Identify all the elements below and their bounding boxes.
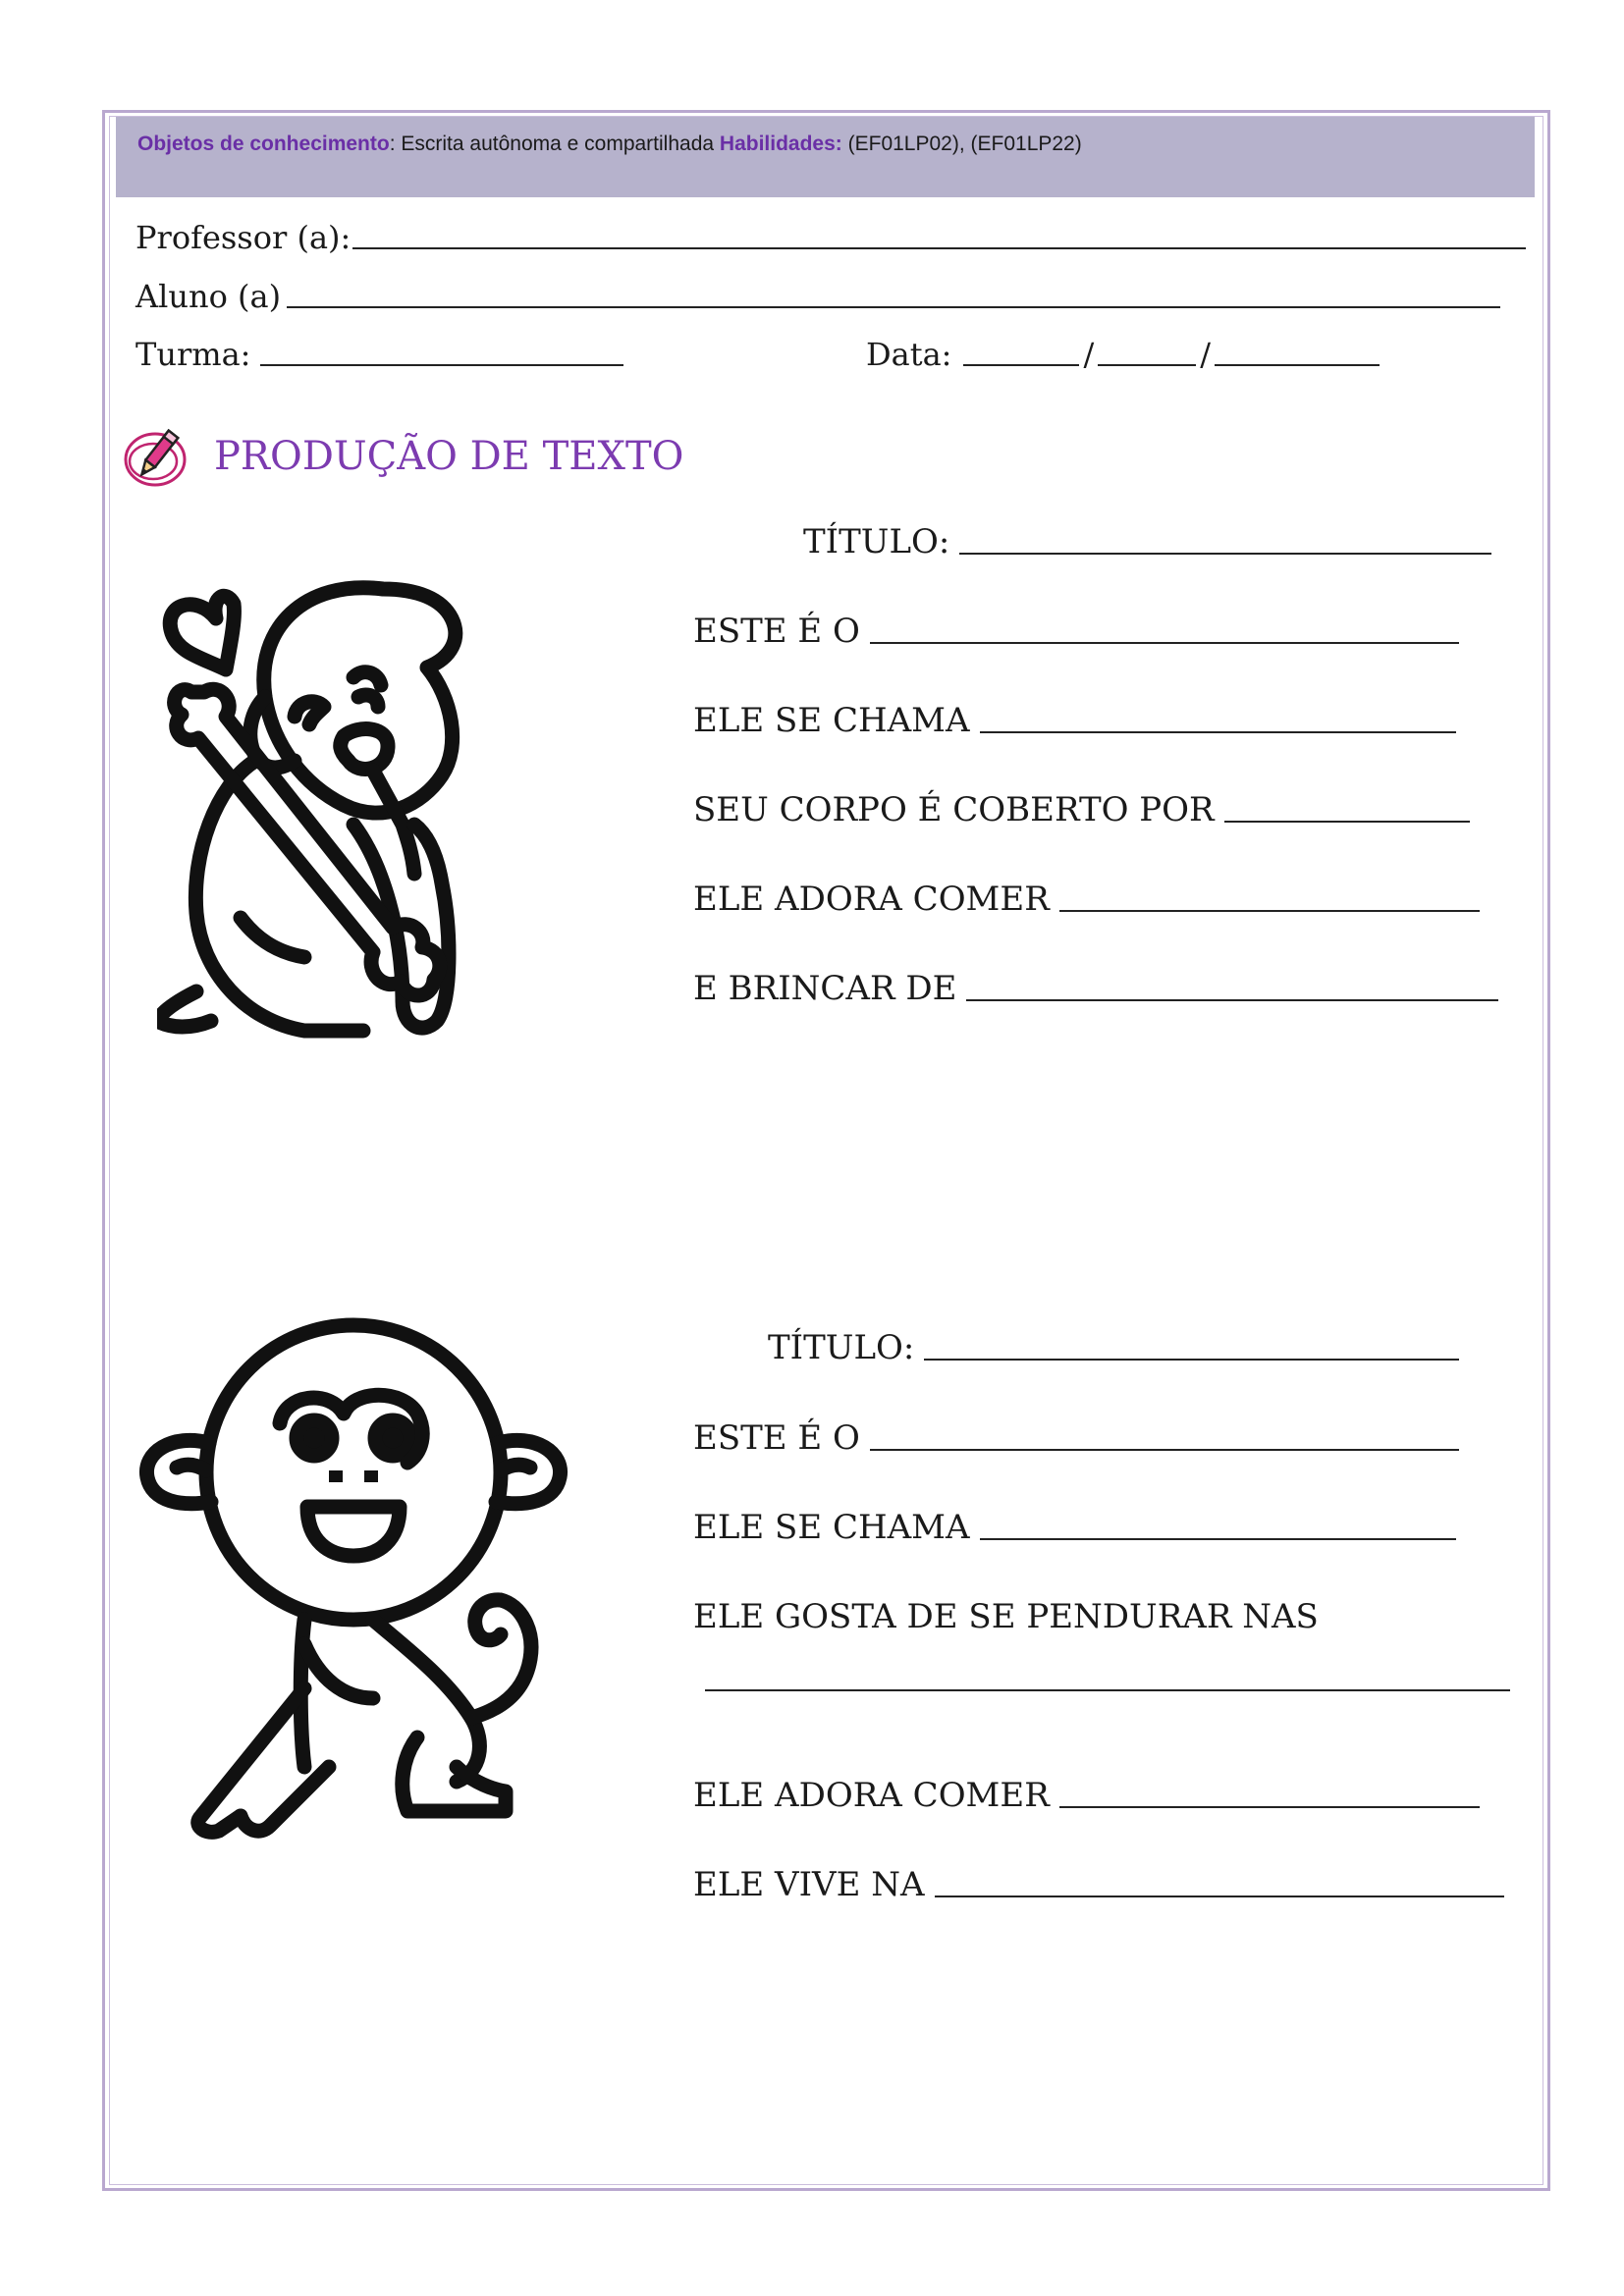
student-blank[interactable] xyxy=(287,306,1500,308)
class-blank[interactable] xyxy=(260,364,623,366)
monkey-line-2-blank[interactable] xyxy=(980,1538,1456,1540)
date-month-blank[interactable] xyxy=(1098,364,1196,366)
class-label: Turma: xyxy=(135,336,251,373)
dog-line-3-label: SEU CORPO É COBERTO POR xyxy=(693,790,1215,829)
dog-line-1-blank[interactable] xyxy=(870,642,1459,644)
monkey-line-2-label: ELE SE CHAMA xyxy=(693,1508,970,1547)
pencil-icon xyxy=(120,422,190,493)
monkey-line-1[interactable] xyxy=(693,1418,1459,1458)
date-year-blank[interactable] xyxy=(1215,364,1380,366)
student-field[interactable] xyxy=(135,278,1500,315)
dog-title-blank[interactable] xyxy=(959,553,1491,555)
monkey-title-label: TÍTULO: xyxy=(768,1328,915,1367)
monkey-line-3-label: ELE GOSTA DE SE PENDURAR NAS xyxy=(693,1597,1319,1636)
header-line xyxy=(137,133,1082,156)
date-day-blank[interactable] xyxy=(963,364,1079,366)
dog-line-4-blank[interactable] xyxy=(1059,910,1480,912)
dog-line-5[interactable] xyxy=(693,969,1498,1008)
monkey-line-3-continuation[interactable] xyxy=(705,1693,1510,1695)
monkey-line-4-blank[interactable] xyxy=(1059,1806,1480,1808)
dog-line-3-blank[interactable] xyxy=(1224,821,1470,823)
monkey-line-3 xyxy=(693,1597,1319,1636)
dog-line-4[interactable] xyxy=(693,880,1480,919)
date-sep-2: / xyxy=(1200,336,1212,373)
objects-value: : Escrita autônoma e compartilhada xyxy=(389,133,720,155)
class-field[interactable] xyxy=(135,336,623,373)
teacher-label: Professor (a): xyxy=(135,219,352,256)
monkey-line-3-blank[interactable] xyxy=(705,1689,1510,1691)
dog-line-5-label: E BRINCAR DE xyxy=(693,969,957,1008)
dog-line-4-label: ELE ADORA COMER xyxy=(693,880,1050,919)
monkey-line-5-label: ELE VIVE NA xyxy=(693,1865,925,1904)
teacher-blank[interactable] xyxy=(352,247,1526,249)
student-label: Aluno (a) xyxy=(135,278,282,315)
monkey-line-4[interactable] xyxy=(693,1776,1480,1815)
objects-label: Objetos de conhecimento xyxy=(137,133,390,155)
date-label: Data: xyxy=(866,336,952,373)
date-field[interactable] xyxy=(866,336,1380,373)
dog-with-bone-icon xyxy=(157,560,658,1055)
monkey-icon xyxy=(133,1306,663,1841)
monkey-line-5[interactable] xyxy=(693,1865,1504,1904)
dog-title-label: TÍTULO: xyxy=(803,522,950,561)
date-sep-1: / xyxy=(1083,336,1095,373)
monkey-line-5-blank[interactable] xyxy=(935,1896,1504,1897)
header-band xyxy=(116,117,1535,197)
monkey-line-1-label: ESTE É O xyxy=(693,1418,860,1458)
skills-label: Habilidades: xyxy=(719,133,842,155)
section-title: PRODUÇÃO DE TEXTO xyxy=(214,434,684,479)
monkey-title-field[interactable] xyxy=(768,1328,1459,1367)
dog-line-1[interactable] xyxy=(693,612,1459,651)
dog-line-2[interactable] xyxy=(693,701,1456,740)
dog-line-2-label: ELE SE CHAMA xyxy=(693,701,970,740)
monkey-line-1-blank[interactable] xyxy=(870,1449,1459,1451)
skills-value: (EF01LP02), (EF01LP22) xyxy=(841,133,1082,155)
dog-title-field[interactable] xyxy=(803,522,1491,561)
monkey-line-2[interactable] xyxy=(693,1508,1456,1547)
monkey-title-blank[interactable] xyxy=(924,1359,1459,1361)
dog-line-2-blank[interactable] xyxy=(980,731,1456,733)
monkey-line-4-label: ELE ADORA COMER xyxy=(693,1776,1050,1815)
teacher-field[interactable] xyxy=(135,219,1526,256)
dog-line-1-label: ESTE É O xyxy=(693,612,860,651)
dog-line-5-blank[interactable] xyxy=(966,999,1498,1001)
dog-line-3[interactable] xyxy=(693,790,1470,829)
